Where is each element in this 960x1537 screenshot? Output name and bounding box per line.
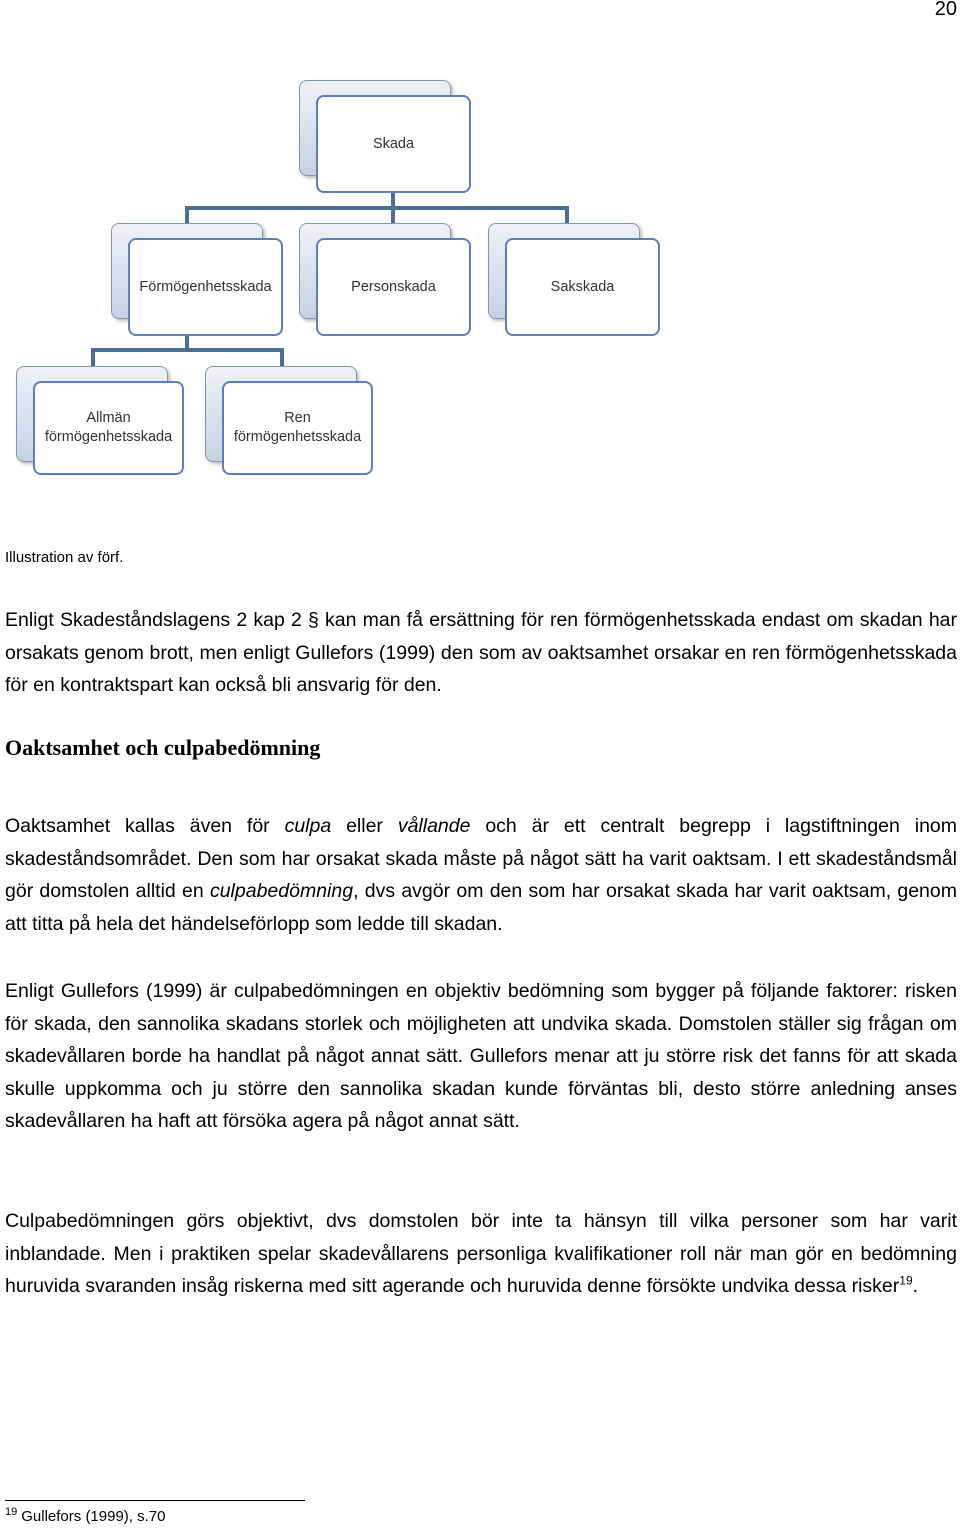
footnote-number: 19 <box>5 1506 18 1518</box>
node-skada <box>299 80 469 176</box>
p2-text-d: , dvs avgör om den som har orsakat skada har varit oaktsam, genom att titta på hela det händelseförlopp som ledde till skadan. <box>5 880 957 935</box>
node-sakskada-label: Sakskada <box>505 238 660 336</box>
footnote-divider <box>5 1500 305 1501</box>
paragraph-4 <box>5 1205 957 1303</box>
damage-hierarchy-diagram <box>0 0 960 500</box>
paragraph-1: Enligt Skadeståndslagens 2 kap 2 § kan man få ersättning för ren förmögenhetsskada endast om skadan har orsakats genom brott, men enligt Gullefors (1999) den som av oaktsamhet orsakar en ren förmögenhetsskada för en kontraktspart kan också bli ansvarig för den. <box>5 609 957 696</box>
paragraph-3: Enligt Gullefors (1999) är culpabedömningen en objektiv bedömning som bygger på följande faktorer: risken för skada, den sannolika skadans storlek och möjligheten att undvika skada. Domstolen ställer sig frågan om skadevållaren borde ha handlat på något annat sätt. Gullefors menar att ju större risk det fanns för att skada skulle uppkomma och ju större den sannolika skadan kunde förväntas bli, desto större anledning anses skadevållaren ha haft att försöka agera på något annat sätt. <box>5 980 957 1132</box>
page-number: 20 <box>934 0 957 20</box>
footnote-ref[interactable]: 19 <box>899 1273 913 1288</box>
figure-caption: Illustration av förf. <box>5 549 124 566</box>
node-allman-label: Allmän förmögenhetsskada <box>33 381 184 475</box>
term-culpabedomning: culpabedömning <box>209 880 354 902</box>
node-sakskada <box>488 223 658 319</box>
p2-text-b: eller <box>331 815 398 837</box>
node-ren-label: Ren förmögenhetsskada <box>222 381 373 475</box>
term-culpa: culpa <box>284 815 332 837</box>
footnote <box>5 1508 166 1525</box>
node-ren-formogenhetsskada <box>205 366 375 462</box>
term-vallande: vållande <box>397 815 471 837</box>
paragraph-2 <box>5 810 957 940</box>
p4-end: . <box>912 1275 919 1297</box>
p2-text-c: och är ett centralt begrepp i lagstiftningen inom skadeståndsområdet. Den som har orsakat skada måste på något sätt ha varit oaktsam. I ett skadeståndsmål gör domstolen alltid en <box>5 815 957 902</box>
footnote-text: Gullefors (1999), s.70 <box>21 1508 166 1525</box>
node-formogenhetsskada-label: Förmögenhetsskada <box>128 238 283 336</box>
node-personskada <box>299 223 469 319</box>
node-skada-label: Skada <box>316 95 471 193</box>
p4-text: Culpabedömningen görs objektivt, dvs domstolen bör inte ta hänsyn till vilka personer som har varit inblandade. Men i praktiken spelar skadevållarens personliga kvalifikationer roll när man gör en bedömning huruvida svaranden insåg riskerna med sitt agerande och huruvida denne försökte undvika dessa risker <box>5 1210 957 1297</box>
section-heading: Oaktsamhet och culpabedömning <box>5 735 321 760</box>
node-allman-formogenhetsskada <box>16 366 186 462</box>
p2-text-a: Oaktsamhet kallas även för <box>5 815 285 837</box>
node-personskada-label: Personskada <box>316 238 471 336</box>
node-formogenhetsskada <box>111 223 281 319</box>
